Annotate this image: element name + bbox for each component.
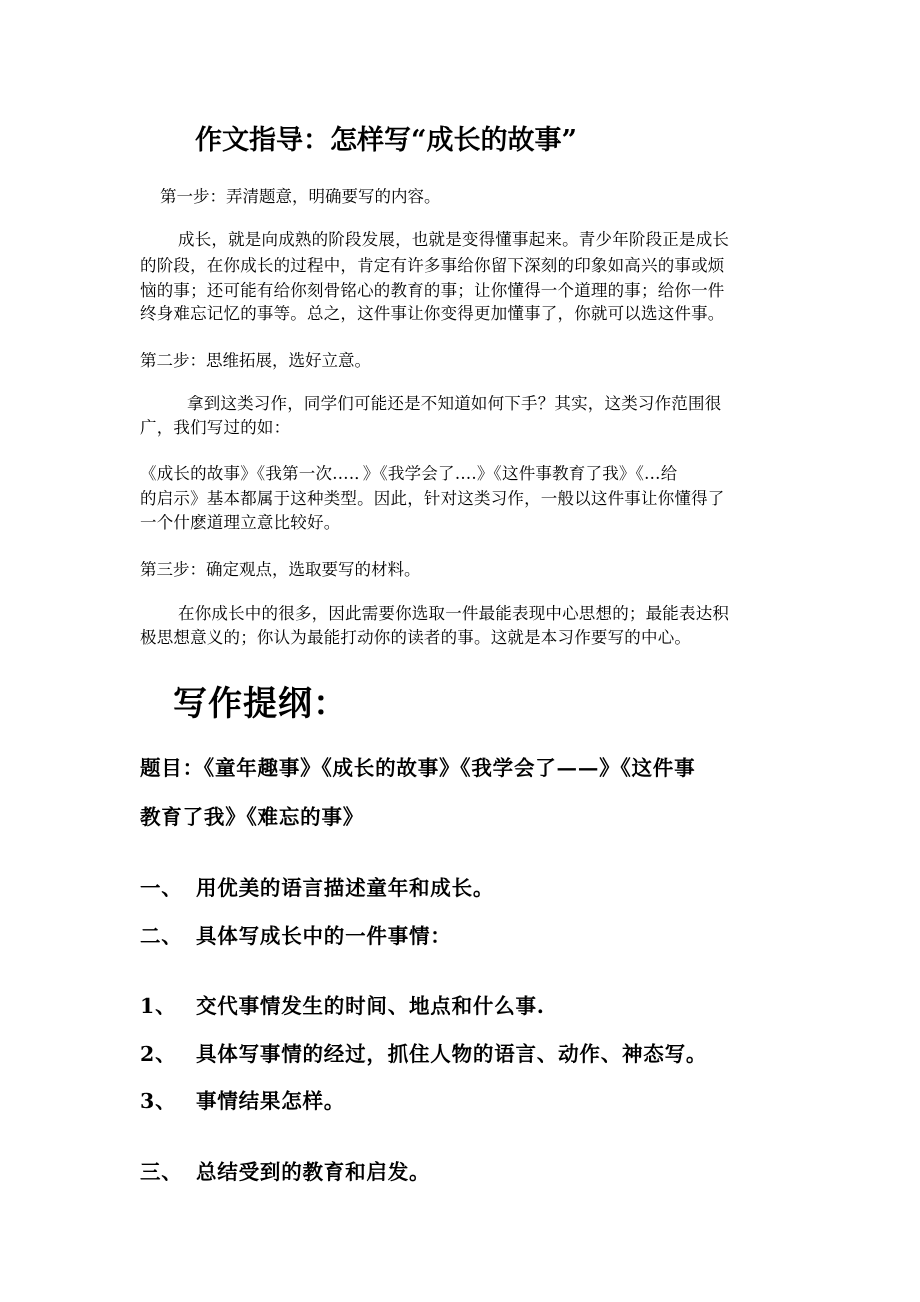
- step-2-label: 第二步：思维拓展，选好立意。: [140, 351, 371, 370]
- outline-section: [140, 871, 494, 901]
- paragraph-line: 在你成长中的很多，因此需要你选取一件最能表现中心思想的；最能表达积: [178, 604, 730, 623]
- outline-subitem: [140, 1037, 707, 1067]
- subitem-number: 2、: [140, 1042, 177, 1066]
- outline-subitem: [140, 1084, 345, 1114]
- outline-section: [140, 919, 452, 949]
- subitem-text: 事情结果怎样。: [196, 1089, 346, 1113]
- paragraph-line: 《成长的故事》《我第一次….．》《我学会了….》《这件事教育了我》《…给: [140, 464, 678, 483]
- subitem-number: 1、: [140, 994, 177, 1018]
- paragraph-line: 极思想意义的；你认为最能打动你的读者的事。这就是本习作要写的中心。: [140, 628, 692, 647]
- outline-topic-line: 题目：《童年趣事》《成长的故事》《我学会了——》《这件事: [140, 756, 696, 780]
- subitem-text: 具体写事情的经过，抓住人物的语言、动作、神态写。: [196, 1042, 708, 1066]
- paragraph-line: 恼的事；还可能有给你刻骨铭心的教育的事；让你懂得一个道理的事；给你一件: [140, 281, 725, 300]
- outline-heading: 写作提纲：: [173, 684, 348, 724]
- section-text: 具体写成长中的一件事情：: [196, 924, 452, 948]
- section-number: 一、: [140, 876, 183, 900]
- paragraph-line: 的启示》基本都属于这种类型。因此，针对这类习作，一般以这件事让你懂得了: [140, 489, 725, 508]
- paragraph-line: 广，我们写过的如：: [140, 418, 291, 437]
- section-number: 二、: [140, 924, 183, 948]
- paragraph-line: 终身难忘记忆的事等。总之，这件事让你变得更加懂事了，你就可以选这件事。: [140, 304, 725, 323]
- step-1-label: 第一步：弄清题意，明确要写的内容。: [160, 187, 441, 206]
- paragraph-line: 拿到这类习作，同学们可能还是不知道如何下手？其实，这类习作范围很: [187, 394, 722, 413]
- paragraph-line: 的阶段，在你成长的过程中，肯定有许多事给你留下深刻的印象如高兴的事或烦: [140, 256, 725, 275]
- subitem-text: 交代事情发生的时间、地点和什么事.: [196, 994, 545, 1018]
- outline-section: [140, 1155, 430, 1185]
- outline-subitem: [140, 989, 545, 1019]
- section-number: 三、: [140, 1160, 183, 1184]
- section-text: 用优美的语言描述童年和成长。: [196, 876, 495, 900]
- step-3-label: 第三步：确定观点，选取要写的材料。: [140, 560, 421, 579]
- outline-topic-line: 教育了我》《难忘的事》: [140, 805, 365, 829]
- paragraph-line: 成长，就是向成熟的阶段发展，也就是变得懂事起来。青少年阶段正是成长: [178, 230, 730, 249]
- paragraph-line: 一个什麽道理立意比较好。: [140, 513, 341, 532]
- section-text: 总结受到的教育和启发。: [196, 1160, 431, 1184]
- page-title: 作文指导：怎样写“成长的故事”: [195, 125, 578, 156]
- subitem-number: 3、: [140, 1089, 177, 1113]
